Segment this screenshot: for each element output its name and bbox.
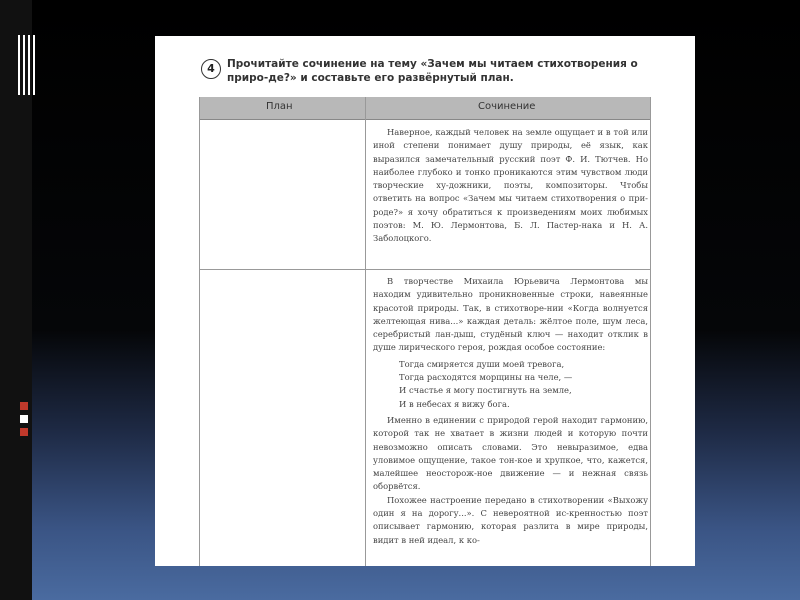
- task-number-badge: 4: [201, 59, 221, 79]
- poem-line: Тогда смиряется души моей тревога,: [399, 358, 565, 369]
- header-plan: План: [266, 101, 293, 112]
- essay-block-2: [373, 275, 648, 547]
- decorative-squares: [20, 402, 30, 438]
- plan-essay-table: [199, 97, 651, 566]
- essay-paragraph: В творчестве Михаила Юрьевича Лермонтова мы находим удивительно проникновенные строки, навеянные красотой природы. Так, в стихотворе-нии «Когда волнуется желтеющая нива...» каждая деталь: жёлтое поле, шум леса, серебристый лан-дыш, студёный ключ — находит отклик в душе лирического героя, рождая особое состояние:: [373, 276, 648, 353]
- table-header: [200, 97, 650, 120]
- row-divider: [200, 269, 650, 270]
- essay-block-1: [373, 126, 648, 246]
- poem-line: И счастье я могу постигнуть на земле,: [399, 385, 572, 396]
- poem-line: И в небесах я вижу бога.: [399, 398, 510, 409]
- decorative-lines: [18, 35, 40, 95]
- essay-paragraph: Наверное, каждый человек на земле ощущает и в той или иной степени понимает душу природы, её язык, как выразился замечательный русский поэт Ф. И. Тютчев. Но наиболее глубоко и тонко проникаются этим чувством люди творческие ху-дожники, поэты, композиторы. Чтобы ответить на вопрос «Зачем мы читаем стихотворения о при-роде?» я хочу обратиться к произведениям моих любимых поэтов: М. Ю. Лермонтова, Б. Л. Пастер-нака и Н. А. Заболоцкого.: [373, 127, 648, 244]
- poem-line: Тогда расходятся морщины на челе, —: [399, 372, 573, 383]
- textbook-page: [155, 36, 695, 566]
- essay-paragraph: Именно в единении с природой герой находит гармонию, которой так не хватает в жизни людей и которую почти невозможно описать словами. Это невыразимое, едва уловимое ощущение, такое тон-кое и хрупкое, что, кажется, малейшее неосторож-ное движение — и нежная связь оборвётся.: [373, 414, 648, 492]
- essay-paragraph: Похожее настроение передано в стихотворении «Выхожу один я на дорогу...». С невероятной ис-кренностью поэт описывает гармонию, которая разлита в мире природы, видит в ней идеал, к ко-: [373, 494, 648, 545]
- task-instruction: Прочитайте сочинение на тему «Зачем мы читаем стихотворения о приро-де?» и составьте его развёрнутый план.: [227, 58, 638, 84]
- column-divider: [365, 97, 366, 566]
- header-essay: Сочинение: [478, 101, 536, 112]
